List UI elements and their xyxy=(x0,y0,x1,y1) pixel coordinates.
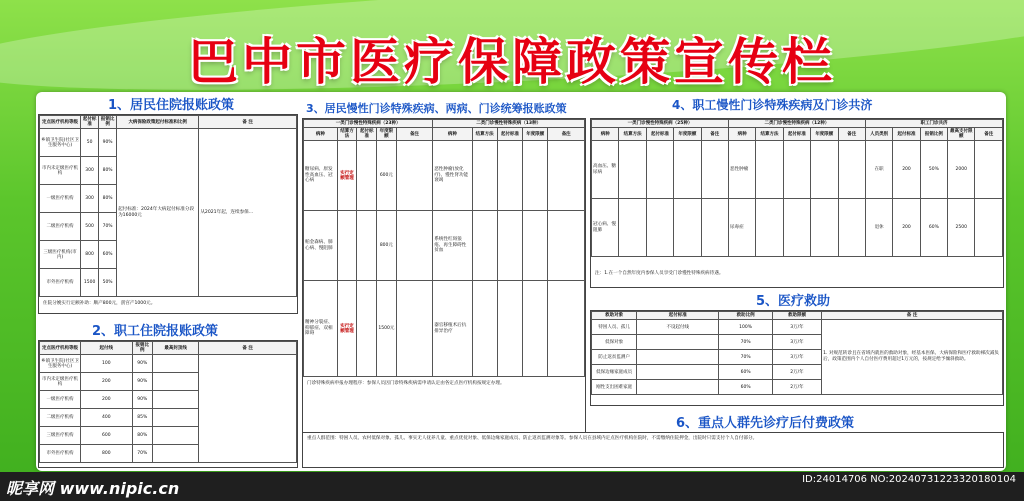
s3-cell xyxy=(357,211,377,281)
s3-cell xyxy=(472,141,497,211)
s5-header: 救助限额 xyxy=(772,312,821,320)
s3-col: 备注 xyxy=(548,128,585,141)
s1-cell: 从2021年起，连续参保... xyxy=(199,129,297,297)
s4-col: 起付标准 xyxy=(783,128,810,141)
section-5-panel xyxy=(590,310,1004,406)
s3-table xyxy=(303,119,585,377)
content-board xyxy=(36,92,1006,471)
s1-header: 备 注 xyxy=(199,116,297,129)
s5-cell: 70% xyxy=(719,350,772,365)
s4-fund-header: 职工门诊共济 xyxy=(865,120,1002,128)
s3-col: 起付标准 xyxy=(357,128,377,141)
s2-cell: 600 xyxy=(81,427,132,445)
s3-cell xyxy=(396,281,433,377)
s4-col: 病种 xyxy=(728,128,755,141)
s1-cell: 一级医疗机构 xyxy=(40,185,81,213)
section-6-title: 6、重点人群先诊疗后付费政策 xyxy=(676,416,855,431)
s2-cell: 100 xyxy=(81,355,132,373)
s4-col: 起付标准 xyxy=(646,128,673,141)
s5-header: 救助比例 xyxy=(719,312,772,320)
s2-table xyxy=(39,341,297,463)
s3-col: 备注 xyxy=(396,128,433,141)
s3-cell xyxy=(548,281,585,377)
s4-cell xyxy=(975,141,1003,199)
s1-cell: 60% xyxy=(99,241,117,269)
s2-cell xyxy=(199,355,297,463)
s3-note: 门诊特殊疾病申报办理程序：参保人员因门诊特殊疾病需申请认定由各定点医疗机构按规定办理。 xyxy=(307,381,505,386)
s5-cell: 100% xyxy=(719,320,772,335)
s5-cell xyxy=(637,335,719,350)
s4-cell xyxy=(838,141,865,199)
s4-cell xyxy=(701,199,728,257)
s5-cell xyxy=(637,380,719,395)
s3-cell: 器官移植术后抗排异治疗 xyxy=(433,281,472,377)
s4-col: 起付标准 xyxy=(893,128,920,141)
section-2-panel xyxy=(38,340,298,468)
s1-table xyxy=(39,115,297,297)
s3-cell xyxy=(472,281,497,377)
s5-table xyxy=(591,311,1003,395)
watermark-site: 昵享网 www.nipic.cn xyxy=(6,479,180,498)
s2-cell xyxy=(153,427,199,445)
s5-cell: 2万/年 xyxy=(772,380,821,395)
s2-cell: 200 xyxy=(81,391,132,409)
s4-col: 结算方法 xyxy=(756,128,783,141)
s3-cell xyxy=(497,281,522,377)
s3-col: 年度限额 xyxy=(377,128,397,141)
s3-cell: 恶性肿瘤(放化疗)、慢性肾功能衰竭 xyxy=(433,141,472,211)
s2-cell: 400 xyxy=(81,409,132,427)
s3-cell: 1500元 xyxy=(377,281,397,377)
s5-cell: 刚性支出困难家庭 xyxy=(592,380,637,395)
s4-cell: 50% xyxy=(920,141,947,199)
s2-cell xyxy=(153,391,199,409)
s4-cell xyxy=(783,199,810,257)
s4-cell: 2500 xyxy=(948,199,975,257)
s5-cell: 70% xyxy=(719,335,772,350)
s2-cell xyxy=(153,409,199,427)
s5-cell: 不设起付线 xyxy=(637,320,719,335)
s3-cell xyxy=(523,141,548,211)
s4-col: 最高支付限额 xyxy=(948,128,975,141)
s2-header: 定点医疗机构等级 xyxy=(40,342,81,355)
s4-cell xyxy=(646,141,673,199)
s2-cell: 800 xyxy=(81,445,132,463)
s3-cell xyxy=(523,281,548,377)
s5-cell: 2万/年 xyxy=(772,365,821,380)
s2-header: 报销比例 xyxy=(132,342,153,355)
s3-right-header: 二类门诊慢性特殊疾病（13种） xyxy=(433,120,585,128)
watermark-id: ID:24014706 NO:20240731223320180104 xyxy=(802,474,1016,485)
s4-col: 人员类别 xyxy=(865,128,892,141)
s2-cell: 市外医疗机构 xyxy=(40,445,81,463)
section-1-title: 1、居民住院报账政策 xyxy=(108,98,235,113)
s4-col: 备注 xyxy=(838,128,865,141)
section-1-panel xyxy=(38,114,298,314)
s1-header: 定点医疗机构等级 xyxy=(40,116,81,129)
s1-cell: 乡镇卫生院(社区卫生服务中心) xyxy=(40,129,81,157)
s5-cell: 低保对象 xyxy=(592,335,637,350)
s3-cell: 600元 xyxy=(377,141,397,211)
s5-cell xyxy=(637,350,719,365)
s2-cell xyxy=(153,373,199,391)
s2-cell xyxy=(153,445,199,463)
s2-cell: 二级医疗机构 xyxy=(40,409,81,427)
s4-cell: 在职 xyxy=(865,141,892,199)
s2-cell: 90% xyxy=(132,373,153,391)
s1-cell: 二级医疗机构 xyxy=(40,213,81,241)
s5-header: 起付标准 xyxy=(637,312,719,320)
s1-cell: 80% xyxy=(99,157,117,185)
s3-cell xyxy=(396,141,433,211)
s2-header: 最高封顶线 xyxy=(153,342,199,355)
s4-cell xyxy=(756,199,783,257)
s4-cell xyxy=(756,141,783,199)
s4-cell xyxy=(811,141,838,199)
s3-cell xyxy=(357,281,377,377)
s4-cell: 恶性肿瘤 xyxy=(728,141,755,199)
section-4-panel xyxy=(590,118,1004,288)
s1-cell: 300 xyxy=(81,185,99,213)
s3-cell xyxy=(497,211,522,281)
s4-cell: 60% xyxy=(920,199,947,257)
s2-header: 备 注 xyxy=(199,342,297,355)
s4-cell xyxy=(619,199,646,257)
s4-cell: 冠心病、慢阻肺 xyxy=(592,199,619,257)
s4-cell: 2000 xyxy=(948,141,975,199)
s1-cell: 500 xyxy=(81,213,99,241)
s4-cell: 尿毒症 xyxy=(728,199,755,257)
s3-cell: 糖尿病、原发性高血压、冠心病 xyxy=(304,141,338,211)
s1-cell: 市内未定级医疗机构 xyxy=(40,157,81,185)
s4-col: 备注 xyxy=(975,128,1003,141)
s4-col: 年度限额 xyxy=(674,128,701,141)
s4-cell xyxy=(701,141,728,199)
s1-cell: 90% xyxy=(99,129,117,157)
s1-header: 报销比例 xyxy=(99,116,117,129)
s3-cell xyxy=(497,141,522,211)
s4-col: 备注 xyxy=(701,128,728,141)
s1-cell: 70% xyxy=(99,213,117,241)
s3-col: 病种 xyxy=(433,128,472,141)
s4-cell xyxy=(674,141,701,199)
s5-cell: 60% xyxy=(719,380,772,395)
s3-cell xyxy=(337,211,357,281)
s1-cell: 1500 xyxy=(81,269,99,297)
section-4-title: 4、职工慢性门诊特殊疾病及门诊共济 xyxy=(672,98,873,112)
s3-col: 年度限额 xyxy=(523,128,548,141)
s4-cell: 高血压、糖尿病 xyxy=(592,141,619,199)
s5-cell: 防止返贫监测户 xyxy=(592,350,637,365)
s2-cell: 市内未定级医疗机构 xyxy=(40,373,81,391)
s3-cell: 帕金森病、肺心病、慢阻肺 xyxy=(304,211,338,281)
s4-cell xyxy=(838,199,865,257)
s4-cell xyxy=(783,141,810,199)
s2-cell: 200 xyxy=(81,373,132,391)
s4-cell xyxy=(619,141,646,199)
s3-cell xyxy=(548,141,585,211)
s2-cell: 乡镇卫生院(社区卫生服务中心) xyxy=(40,355,81,373)
s4-cell: 200 xyxy=(893,141,920,199)
s2-cell: 80% xyxy=(132,427,153,445)
s1-cell: 市外医疗机构 xyxy=(40,269,81,297)
s5-cell: 3万/年 xyxy=(772,350,821,365)
s3-cell: 系统性红斑狼疮、再生障碍性贫血 xyxy=(433,211,472,281)
s3-cell xyxy=(396,211,433,281)
s2-cell: 三级医疗机构 xyxy=(40,427,81,445)
s5-cell xyxy=(637,365,719,380)
s3-left-header: 一类门诊慢性特殊疾病（23种） xyxy=(304,120,433,128)
s1-cell: 300 xyxy=(81,157,99,185)
s2-header: 起付线 xyxy=(81,342,132,355)
s4-right-header: 二类门诊慢性特殊疾病（12种） xyxy=(728,120,865,128)
s5-header: 救助对象 xyxy=(592,312,637,320)
s6-text: 重点人群范围：特困人员、农村低保对象、孤儿、事实无人抚养儿童、重点优抚对象、低保边缘家庭成员、防止返贫监测对象等。参保人员在县域内定点医疗机构住院时，不需缴纳住院押金，出院时只需支付个人自付部分。 xyxy=(307,436,758,441)
section-6-panel xyxy=(302,432,1004,468)
s4-cell: 200 xyxy=(893,199,920,257)
s4-left-header: 一类门诊慢性特殊疾病（25种） xyxy=(592,120,729,128)
s1-cell: 50 xyxy=(81,129,99,157)
s3-cell xyxy=(357,141,377,211)
s2-cell xyxy=(153,355,199,373)
s5-cell: 低保边缘家庭成员 xyxy=(592,365,637,380)
s1-cell: 80% xyxy=(99,185,117,213)
s1-header: 大病保险政策起付标准和比例 xyxy=(117,116,199,129)
s4-col: 年度限额 xyxy=(811,128,838,141)
s4-note: 注：1.在一个自然年度内参保人员享受门诊慢性特殊疾病待遇。 xyxy=(595,271,724,276)
s1-cell: 三级医疗机构(市内) xyxy=(40,241,81,269)
s5-cell: 60% xyxy=(719,365,772,380)
s3-cell: 实行定额管理 xyxy=(337,141,357,211)
s4-cell xyxy=(811,199,838,257)
s3-cell xyxy=(472,211,497,281)
s3-col: 起付标准 xyxy=(497,128,522,141)
s4-cell xyxy=(674,199,701,257)
s4-table xyxy=(591,119,1003,257)
s1-header: 起付标准 xyxy=(81,116,99,129)
s5-cell: 3万/年 xyxy=(772,335,821,350)
s5-cell: 3万/年 xyxy=(772,320,821,335)
s3-cell: 实行定额管理 xyxy=(337,281,357,377)
section-3-panel xyxy=(302,118,586,468)
s4-cell: 退休 xyxy=(865,199,892,257)
s1-cell: 50% xyxy=(99,269,117,297)
s2-cell: 90% xyxy=(132,355,153,373)
s3-cell xyxy=(523,211,548,281)
s4-col: 报销比例 xyxy=(920,128,947,141)
s5-cell: 特困人员、孤儿 xyxy=(592,320,637,335)
s1-cell: 起付标准：2024年大病起付标准分段为16000元 xyxy=(117,129,199,297)
s2-cell: 一级医疗机构 xyxy=(40,391,81,409)
s3-cell: 800元 xyxy=(377,211,397,281)
page-title: 巴中市医疗保障政策宣传栏 xyxy=(188,33,836,91)
s5-header: 备 注 xyxy=(822,312,1003,320)
s1-cell: 800 xyxy=(81,241,99,269)
s4-cell xyxy=(646,199,673,257)
section-5-title: 5、医疗救助 xyxy=(756,294,831,309)
s4-cell xyxy=(975,199,1003,257)
s3-col: 结算方法 xyxy=(472,128,497,141)
s1-note: 住院分娩实行定额补助：顺产800元，剖宫产1000元。 xyxy=(43,301,156,306)
s5-note: 1. 对规范转诊且在省域内就医的救助对象，经基本医保、大病保险和医疗救助梯次减负后，政策范围内个人自付医疗费用超过1万元的，按规定给予倾斜救助。 xyxy=(822,320,1003,395)
s3-cell: 精神分裂症、抑郁症、双相障碍 xyxy=(304,281,338,377)
s4-col: 结算方法 xyxy=(619,128,646,141)
s3-cell xyxy=(548,211,585,281)
s3-col: 病种 xyxy=(304,128,338,141)
s3-col: 结算方法 xyxy=(337,128,357,141)
s2-cell: 90% xyxy=(132,391,153,409)
section-2-title: 2、职工住院报账政策 xyxy=(92,324,219,339)
s4-col: 病种 xyxy=(592,128,619,141)
s2-cell: 85% xyxy=(132,409,153,427)
s2-cell: 70% xyxy=(132,445,153,463)
section-3-title: 3、居民慢性门诊特殊疾病、两病、门诊统筹报账政策 xyxy=(306,102,567,115)
